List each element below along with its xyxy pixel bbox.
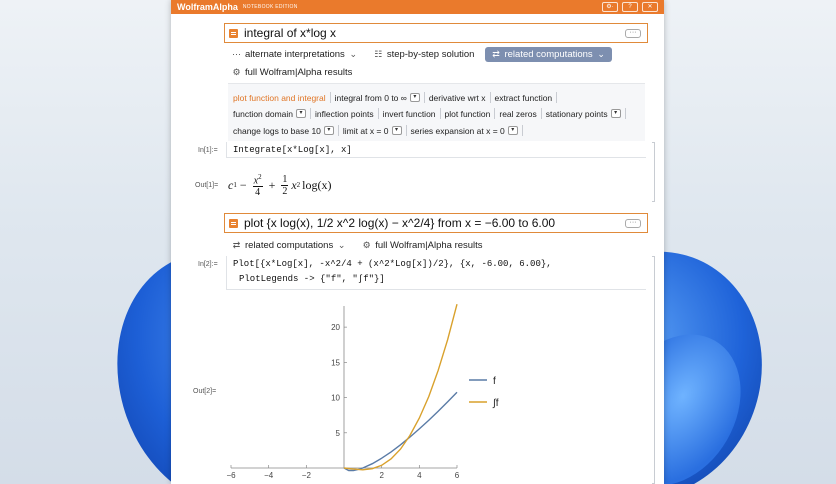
suggestion-label: stationary points — [545, 108, 608, 119]
y-tick-label: 5 — [335, 428, 340, 438]
chevron-down-icon: ⌄ — [597, 49, 605, 59]
suggestion-item[interactable]: extract function — [491, 92, 558, 103]
related-icon: ⇄ — [492, 49, 500, 59]
suggestion-item[interactable]: real zeros — [495, 108, 541, 119]
const-c: c — [228, 177, 234, 192]
x-tick-label: −2 — [301, 471, 311, 480]
const-sub: 1 — [233, 181, 237, 190]
suggestion-item[interactable] — [233, 125, 339, 136]
cell1-toolbar-2 — [228, 65, 355, 80]
dropdown-icon[interactable]: ▾ — [324, 126, 334, 135]
chevron-down-icon: ⌄ — [349, 49, 358, 59]
step-label: step-by-step solution — [386, 49, 475, 60]
dots-icon: ⋯ — [232, 49, 241, 59]
query-input-2[interactable] — [224, 213, 648, 233]
fraction-1 — [253, 172, 263, 198]
input-code-2-line2[interactable]: PlotLegends -> {"f", "∫f"}] — [239, 274, 385, 284]
suggestion-item[interactable]: plot function — [441, 108, 496, 119]
in-label-2: In[2]:= — [198, 261, 218, 268]
plus-sign: + — [268, 177, 276, 192]
dropdown-icon[interactable]: ▾ — [296, 109, 306, 118]
suggestion-item[interactable]: invert function — [379, 108, 441, 119]
related-computations-button[interactable] — [485, 47, 611, 62]
full-results-label: full Wolfram|Alpha results — [245, 67, 353, 78]
input-code-2-line1[interactable]: Plot[{x*Log[x], -x^2/4 + (x^2*Log[x])/2}, {x, -6.00, 6.00}, — [233, 259, 552, 269]
title-bar — [171, 0, 664, 14]
suggestion-item[interactable] — [331, 92, 425, 103]
suggestion-item[interactable] — [542, 108, 626, 119]
gear-icon: ⚙ — [362, 240, 371, 250]
alternate-label: alternate interpretations — [245, 49, 345, 60]
frac1-sup: 2 — [258, 173, 262, 181]
suggestion-label: function domain — [233, 108, 294, 119]
chevron-down-icon: ⌄ — [337, 240, 346, 250]
app-edition: NOTEBOOK EDITION — [242, 4, 298, 10]
query-input-1[interactable] — [224, 23, 648, 43]
suggestion-row-2 — [233, 108, 626, 119]
y-tick-label: 20 — [331, 323, 340, 333]
full-results-button-2[interactable] — [358, 238, 485, 253]
cell-menu-icon[interactable]: ··· — [625, 29, 641, 38]
frac2-den: 2 — [282, 185, 288, 197]
frac2-num: 1 — [282, 173, 288, 185]
dropdown-icon[interactable]: ▾ — [410, 93, 420, 102]
tail-x: x — [291, 177, 297, 192]
input-code-1[interactable]: Integrate[x*Log[x], x] — [233, 145, 352, 155]
plot-axes — [226, 306, 459, 480]
suggestion-item[interactable] — [233, 108, 311, 119]
alternate-interpretations-button[interactable] — [228, 47, 362, 62]
x-tick-label: −4 — [264, 471, 274, 480]
suggestion-label: integral from 0 to ∞ — [334, 92, 407, 103]
wolfram-query-icon — [229, 219, 238, 228]
related-label-2: related computations — [245, 240, 334, 251]
x-tick-label: 2 — [379, 471, 384, 480]
suggestion-item[interactable]: plot function and integral — [233, 92, 331, 103]
full-results-label-2: full Wolfram|Alpha results — [375, 240, 483, 251]
in-label-1: In[1]:= — [198, 147, 218, 154]
dropdown-icon[interactable]: ▾ — [392, 126, 402, 135]
cell2-toolbar — [228, 238, 486, 253]
app-brand: WolframAlpha — [177, 2, 238, 12]
query-text-1: integral of x*log x — [244, 26, 337, 40]
x-tick-label: 6 — [454, 471, 460, 480]
close-icon[interactable]: ✕ — [642, 2, 658, 12]
settings-icon[interactable]: ⚙· — [602, 2, 618, 12]
out-label-1: Out[1]= — [195, 182, 219, 189]
suggestion-item[interactable]: inflection points — [311, 108, 379, 119]
x-tick-label: 4 — [417, 471, 422, 480]
related-computations-panel — [228, 83, 645, 141]
wolfram-query-icon — [229, 29, 238, 38]
suggestion-row-1 — [233, 92, 557, 103]
log-term: log(x) — [302, 177, 332, 192]
cell-menu-icon[interactable]: ··· — [625, 219, 641, 228]
plot-legend — [469, 376, 499, 409]
related-computations-button-2[interactable] — [228, 238, 350, 253]
suggestion-item[interactable] — [339, 125, 407, 136]
plot-output — [219, 300, 519, 484]
cell1-toolbar — [228, 47, 612, 62]
query-text-2: plot {x log(x), 1/2 x^2 log(x) − x^2/4} from x = −6.00 to 6.00 — [244, 216, 556, 230]
fraction-2 — [281, 174, 288, 197]
suggestion-row-3 — [233, 125, 523, 136]
output-formula-1 — [228, 172, 332, 198]
series-line-f — [344, 392, 457, 470]
x-tick-label: −6 — [226, 471, 236, 480]
gear-icon: ⚙ — [232, 67, 241, 77]
related-icon: ⇄ — [232, 240, 241, 250]
minus-sign: − — [239, 177, 247, 192]
suggestion-item[interactable]: derivative wrt x — [425, 92, 491, 103]
legend-label: ∫f — [493, 398, 499, 409]
related-label: related computations — [504, 49, 593, 60]
full-results-button[interactable] — [228, 65, 355, 80]
cell-bracket-2[interactable] — [652, 256, 655, 484]
tail-sup: 2 — [296, 181, 301, 190]
plot-series — [344, 304, 457, 470]
notebook-window — [171, 0, 664, 484]
dropdown-icon[interactable]: ▾ — [508, 126, 518, 135]
suggestion-item[interactable] — [407, 125, 523, 136]
suggestion-label: change logs to base 10 — [233, 125, 321, 136]
frac1-den: 4 — [255, 187, 261, 199]
suggestion-label: limit at x = 0 — [342, 125, 389, 136]
step-by-step-button[interactable] — [370, 47, 478, 62]
frac1-num: x — [253, 175, 259, 187]
legend-label: f — [493, 376, 496, 387]
cell-bracket-1[interactable] — [652, 142, 655, 202]
dropdown-icon[interactable]: ▾ — [611, 109, 621, 118]
steps-icon: ☷ — [374, 49, 383, 59]
y-tick-label: 10 — [331, 393, 340, 403]
out-label-2: Out[2]= — [193, 388, 217, 395]
y-tick-label: 15 — [331, 358, 340, 368]
help-icon[interactable]: ? — [622, 2, 638, 12]
suggestion-label: series expansion at x = 0 — [410, 125, 505, 136]
